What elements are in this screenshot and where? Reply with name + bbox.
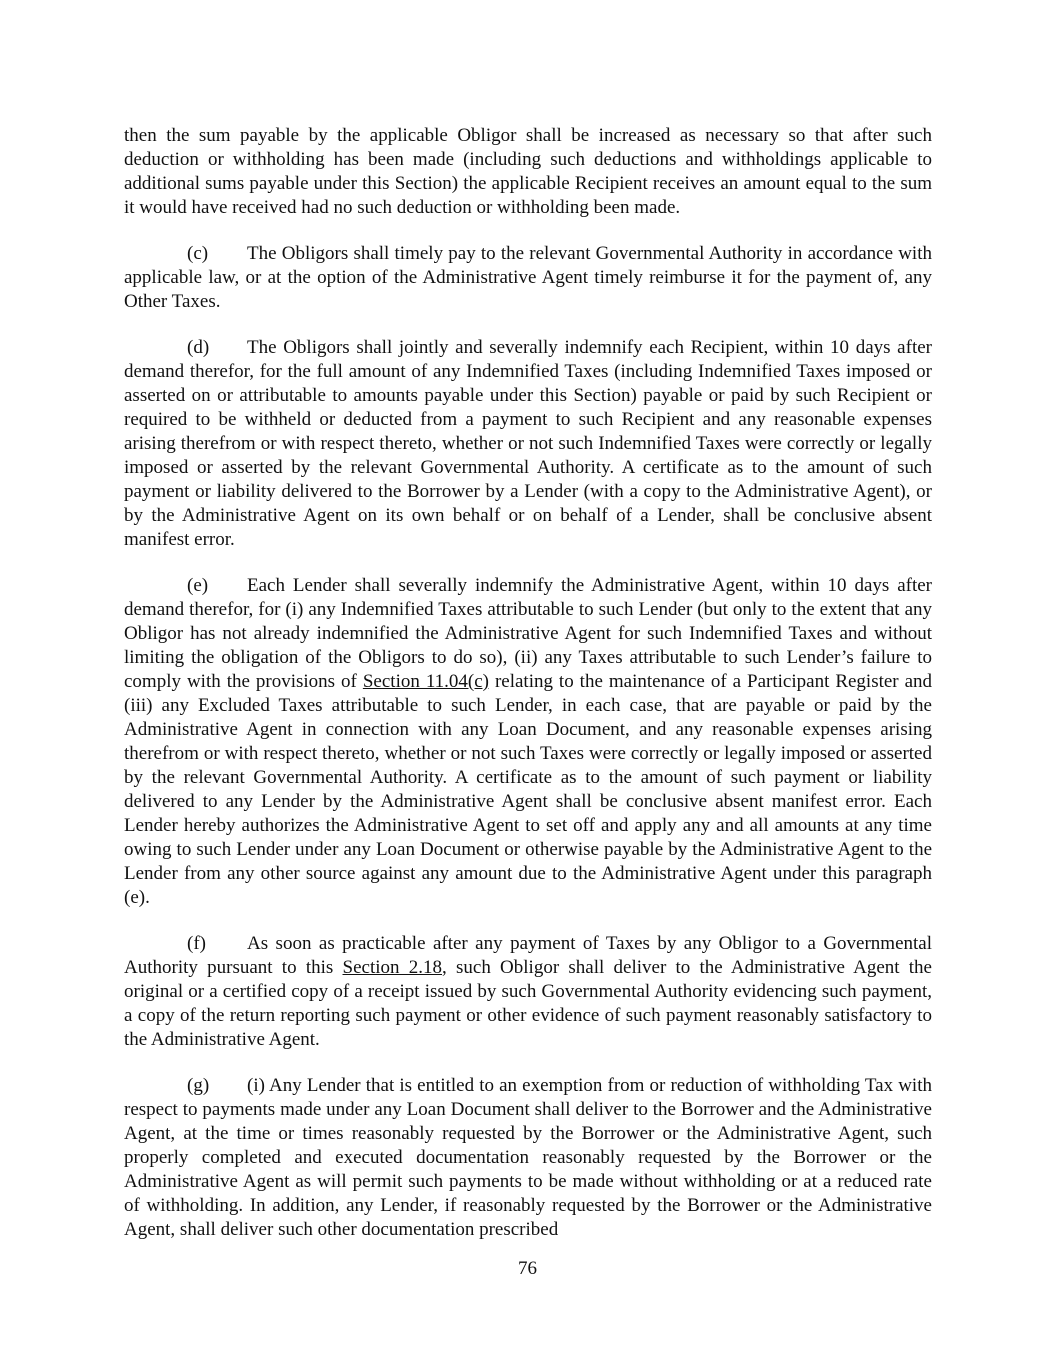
section-2-18-reference: Section 2.18 xyxy=(342,957,442,978)
paragraph-e xyxy=(124,574,932,910)
paragraph-e-label: (e) xyxy=(187,575,209,596)
paragraph-c xyxy=(124,242,932,314)
paragraph-continuation-text: then the sum payable by the applicable Obligor shall be increased as necessary so that after such deduction or withholding has been made (including such deductions and withholdings applicable to additional sums payable under this Section) the applicable Recipient receives an amount equal to the sum it would have received had no such deduction or withholding been made. xyxy=(124,125,932,218)
paragraph-d xyxy=(124,336,932,552)
paragraph-d-text: The Obligors shall jointly and severally indemnify each Recipient, within 10 days after demand therefor, for the full amount of any Indemnified Taxes (including Indemnified Taxes imposed or asserted on or attributable to amounts payable under this Section) payable or paid by such Recipient or required to be withheld or deducted from a payment to such Recipient and any reasonable expenses arising therefrom or with respect thereto, whether or not such Indemnified Taxes were correctly or legally imposed or asserted by the relevant Governmental Authority. A certificate as to the amount of such payment or liability delivered to the Borrower by a Lender (with a copy to the Administrative Agent), or by the Administrative Agent on its own behalf or on behalf of a Lender, shall be conclusive absent manifest error. xyxy=(124,337,932,550)
paragraph-f-label: (f) xyxy=(187,933,206,954)
paragraph-g xyxy=(124,1074,932,1242)
paragraph-e-text-after: relating to the maintenance of a Participant Register and (iii) any Excluded Taxes attributable to such Lender, in each case, that are payable or paid by the Administrative Agent in connection with any Loan Document, and any reasonable expenses arising therefrom or with respect thereto, whether or not such Taxes were correctly or legally imposed or asserted by the relevant Governmental Authority. A certificate as to the amount of such payment or liability delivered to any Lender by the Administrative Agent shall be conclusive absent manifest error. Each Lender hereby authorizes the Administrative Agent to set off and apply any and all amounts at any time owing to such Lender under any Loan Document or otherwise payable by the Administrative Agent to the Lender from any other source against any amount due to the Administrative Agent under this paragraph (e). xyxy=(124,671,933,908)
paragraph-g-text: (i) Any Lender that is entitled to an exemption from or reduction of withholding Tax with respect to payments made under any Loan Document shall deliver to the Borrower and the Administrative Agent, at the time or times reasonably requested by the Borrower or the Administrative Agent, such properly completed and executed documentation reasonably requested by the Borrower or the Administrative Agent as will permit such payments to be made without withholding or at a reduced rate of withholding. In addition, any Lender, if reasonably requested by the Borrower or the Administrative Agent, shall deliver such other documentation prescribed xyxy=(124,1075,932,1240)
paragraph-continuation xyxy=(124,124,932,220)
page-number: 76 xyxy=(518,1258,537,1279)
paragraph-c-label: (c) xyxy=(187,243,209,264)
paragraph-e-text-before: Each Lender shall severally indemnify the Administrative Agent, within 10 days after demand therefor, for (i) any Indemnified Taxes attributable to such Lender (but only to the extent that any Obligor has not already indemnified the Administrative Agent for such Indemnified Taxes and without limiting the obligation of the Obligors to do so), (ii) any Taxes attributable to such Lender’s failure to comply with the provisions of xyxy=(124,575,932,692)
paragraph-c-text: The Obligors shall timely pay to the relevant Governmental Authority in accordance with applicable law, or at the option of the Administrative Agent timely reimburse it for the payment of, any Other Taxes. xyxy=(124,243,932,312)
paragraph-f-text-before: As soon as practicable after any payment of Taxes by any Obligor to a Governmental Authority pursuant to this xyxy=(124,933,932,978)
paragraph-f-text-after: , such Obligor shall deliver to the Administrative Agent the original or a certified copy of a receipt issued by such Governmental Authority evidencing such payment, a copy of the return reporting such payment or other evidence of such payment reasonably satisfactory to the Administrative Agent. xyxy=(124,957,932,1050)
paragraph-g-label: (g) xyxy=(187,1075,210,1096)
document-body xyxy=(124,124,932,1264)
paragraph-f xyxy=(124,932,932,1052)
paragraph-d-label: (d) xyxy=(187,337,210,358)
section-11-04-c-reference: Section 11.04(c) xyxy=(362,671,489,692)
